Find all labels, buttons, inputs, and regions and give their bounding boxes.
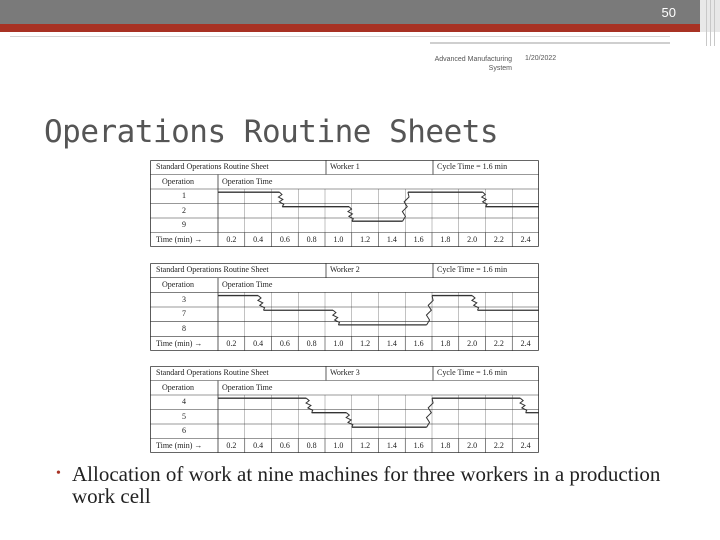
- sheet-label: Standard Operations Routine Sheet: [156, 265, 269, 275]
- operation-number: 6: [182, 426, 186, 436]
- time-tick-label: 1.6: [413, 234, 424, 244]
- routine-sheet-worker-3: [150, 366, 539, 453]
- transition-zigzag: [278, 192, 283, 207]
- cycle-time-label: Cycle Time = 1.6 min: [437, 368, 508, 378]
- worker-label: Worker 3: [330, 368, 360, 378]
- transition-zigzag: [333, 310, 340, 325]
- time-tick-label: 0.8: [306, 440, 317, 450]
- time-tick-label: 2.0: [467, 338, 478, 348]
- routine-sheet-worker-2: [150, 263, 539, 351]
- routine-sheet-worker-1: [150, 160, 539, 247]
- time-tick-label: 1.8: [440, 440, 451, 450]
- time-tick-label: 1.2: [360, 234, 371, 244]
- divider: [10, 36, 670, 37]
- time-axis-label: Time (min) →: [156, 440, 203, 450]
- operation-column-header: Operation: [162, 176, 194, 186]
- time-tick-label: 2.2: [493, 338, 504, 348]
- operation-number: 4: [182, 397, 186, 407]
- time-tick-label: 0.2: [226, 338, 237, 348]
- time-tick-label: 1.0: [333, 338, 344, 348]
- header-course: Advanced Manufacturing System: [434, 56, 512, 72]
- time-tick-label: 1.6: [413, 338, 424, 348]
- time-tick-label: 1.4: [386, 440, 397, 450]
- time-tick-label: 1.8: [440, 338, 451, 348]
- time-tick-label: 1.0: [333, 234, 344, 244]
- worker-label: Worker 1: [330, 162, 360, 172]
- slide-number: 50: [661, 5, 676, 20]
- time-tick-label: 0.6: [279, 440, 290, 450]
- operation-number: 1: [182, 191, 186, 201]
- worker-label: Worker 2: [330, 265, 360, 275]
- time-tick-label: 0.2: [226, 440, 237, 450]
- transition-zigzag: [482, 192, 487, 207]
- divider: [430, 42, 670, 44]
- time-tick-label: 1.8: [440, 234, 451, 244]
- time-tick-label: 0.4: [253, 338, 264, 348]
- transition-zigzag: [348, 207, 353, 222]
- operation-time-header: Operation Time: [222, 176, 273, 186]
- time-tick-label: 0.6: [279, 234, 290, 244]
- slide-title: Operations Routine Sheets: [44, 114, 499, 150]
- cycle-time-label: Cycle Time = 1.6 min: [437, 162, 508, 172]
- time-tick-label: 1.0: [333, 440, 344, 450]
- transition-zigzag: [472, 296, 479, 311]
- operation-column-header: Operation: [162, 382, 194, 392]
- header-date: 1/20/2022: [525, 55, 557, 62]
- time-tick-label: 2.4: [520, 234, 531, 244]
- sheet-label: Standard Operations Routine Sheet: [156, 368, 269, 378]
- transition-zigzag: [402, 192, 409, 221]
- top-bar: [0, 0, 700, 24]
- operation-time-header: Operation Time: [222, 382, 273, 392]
- operation-number: 7: [182, 309, 186, 319]
- operation-number: 5: [182, 411, 186, 421]
- operation-number: 9: [182, 220, 186, 230]
- time-tick-label: 1.4: [386, 234, 397, 244]
- transition-zigzag: [306, 398, 313, 413]
- time-tick-label: 0.4: [253, 234, 264, 244]
- time-tick-label: 2.4: [520, 440, 531, 450]
- time-tick-label: 2.4: [520, 338, 531, 348]
- accent-strip: [0, 24, 700, 32]
- time-tick-label: 2.0: [467, 440, 478, 450]
- operation-number: 8: [182, 324, 186, 333]
- time-tick-label: 0.8: [306, 338, 317, 348]
- transition-zigzag: [258, 296, 265, 311]
- time-tick-label: 0.2: [226, 234, 237, 244]
- time-tick-label: 1.6: [413, 440, 424, 450]
- sheet-label: Standard Operations Routine Sheet: [156, 162, 269, 172]
- time-tick-label: 0.6: [279, 338, 290, 348]
- time-axis-label: Time (min) →: [156, 338, 203, 348]
- time-tick-label: 1.2: [360, 440, 371, 450]
- operation-number: 2: [182, 205, 186, 215]
- time-tick-label: 0.8: [306, 234, 317, 244]
- operation-time-header: Operation Time: [222, 280, 273, 289]
- time-tick-label: 2.0: [467, 234, 478, 244]
- transition-zigzag: [520, 398, 527, 413]
- operation-column-header: Operation: [162, 280, 194, 289]
- time-axis-label: Time (min) →: [156, 234, 203, 244]
- operation-number: 3: [182, 294, 186, 304]
- bullet-icon: •: [56, 466, 61, 481]
- time-tick-label: 1.4: [386, 338, 397, 348]
- bullet-text: Allocation of work at nine machines for three workers in a production work cell: [72, 462, 661, 508]
- time-tick-label: 2.2: [493, 440, 504, 450]
- decorative-lines: [704, 0, 718, 46]
- cycle-time-label: Cycle Time = 1.6 min: [437, 265, 508, 275]
- time-tick-label: 1.2: [360, 338, 371, 348]
- time-tick-label: 0.4: [253, 440, 264, 450]
- time-tick-label: 2.2: [493, 234, 504, 244]
